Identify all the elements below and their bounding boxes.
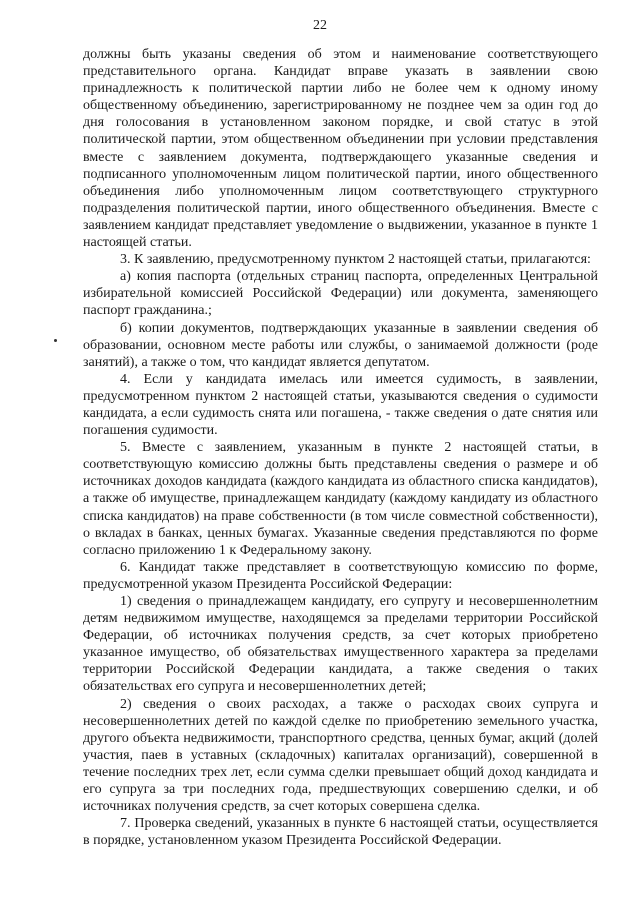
document-body — [83, 46, 598, 849]
paragraph-clause-6-2: 2) сведения о своих расходах, а также о расходах своих супруга и несовершеннолетних детей по каждой сделке по приобретению земельного участка, другого объекта недвижимости, транспортного средства, ценных бумаг, акций (долей участия, паев в уставных (складочных) капиталах организаций), совершенной в течение последних трех лет, если сумма сделки превышает общий доход кандидата и его супруга за три последних года, предшествующих совершению сделки, и об источниках получения средств, за счет которых совершена сделка. — [83, 696, 598, 815]
page-number: 22 — [313, 18, 327, 33]
paragraph-clause-6: 6. Кандидат также представляет в соответствующую комиссию по форме, предусмотренной указом Президента Российской Федерации: — [83, 559, 598, 592]
paragraph-clause-3: 3. К заявлению, предусмотренному пунктом 2 настоящей статьи, прилагаются: — [120, 252, 591, 268]
paragraph-continuation: должны быть указаны сведения об этом и наименование соответствующего представительного органа. Кандидат вправе указать в заявлении свою принадлежность к политической партии либо не более чем к одному иному общественному объединению, зарегистрированному не позднее чем за один год до дня голосования в установленном законом порядке, и свой статус в этой политической партии, этом общественном объединении при условии представления вместе с заявлением документа, подтверждающего указанные сведения и подписанного уполномоченным лицом политической партии, иного общественного объединения либо уполномоченным лицом соответствующего структурного подразделения политической партии, иного общественного объединения. Вместе с заявлением кандидат представляет уведомление о выдвижении, указанное в пункте 1 настоящей статьи. — [83, 47, 598, 251]
paragraph-clause-7: 7. Проверка сведений, указанных в пункте 6 настоящей статьи, осуществляется в порядке, установленном указом Президента Российской Федерации. — [83, 816, 598, 849]
paragraph-clause-3b: б) копии документов, подтверждающих указанные в заявлении сведения об образовании, основном месте работы или службы, о занимаемой должности (роде занятий), а также о том, что кандидат является депутатом. — [83, 320, 598, 370]
paragraph-clause-3a: а) копия паспорта (отдельных страниц паспорта, определенных Центральной избирательной комиссией Российской Федерации) или документа, заменяющего паспорт гражданина.; — [83, 269, 598, 319]
paragraph-clause-4: 4. Если у кандидата имелась или имеется судимость, в заявлении, предусмотренном пунктом 2 настоящей статьи, указываются сведения о судимости кандидата, а если судимость снята или погашена, - также сведения о дате снятия или погашения судимости. — [83, 371, 598, 439]
paragraph-clause-5: 5. Вместе с заявлением, указанным в пункте 2 настоящей статьи, в соответствующую комиссию должны быть представлены сведения о размере и об источниках доходов кандидата (каждого кандидата из областного списка кандидатов), а также об имуществе, принадлежащем кандидату (каждому кандидату из областного списка кандидатов) на праве собственности (в том числе совместной собственности), о вкладах в банках, ценных бумагах. Указанные сведения представляются по форме согласно приложению 1 к Федеральному закону. — [83, 440, 598, 558]
paragraph-clause-6-1: 1) сведения о принадлежащем кандидату, его супругу и несовершеннолетним детям недвижимом имуществе, находящемся за пределами территории Российской Федерации, об источниках получения средств, за счет которых приобретено указанное имущество, об обязательствах имущественного характера за пределами территории Российской Федерации кандидата, а также сведения о таких обязательствах его супруга и несовершеннолетних детей; — [83, 594, 598, 695]
margin-mark — [54, 339, 57, 342]
